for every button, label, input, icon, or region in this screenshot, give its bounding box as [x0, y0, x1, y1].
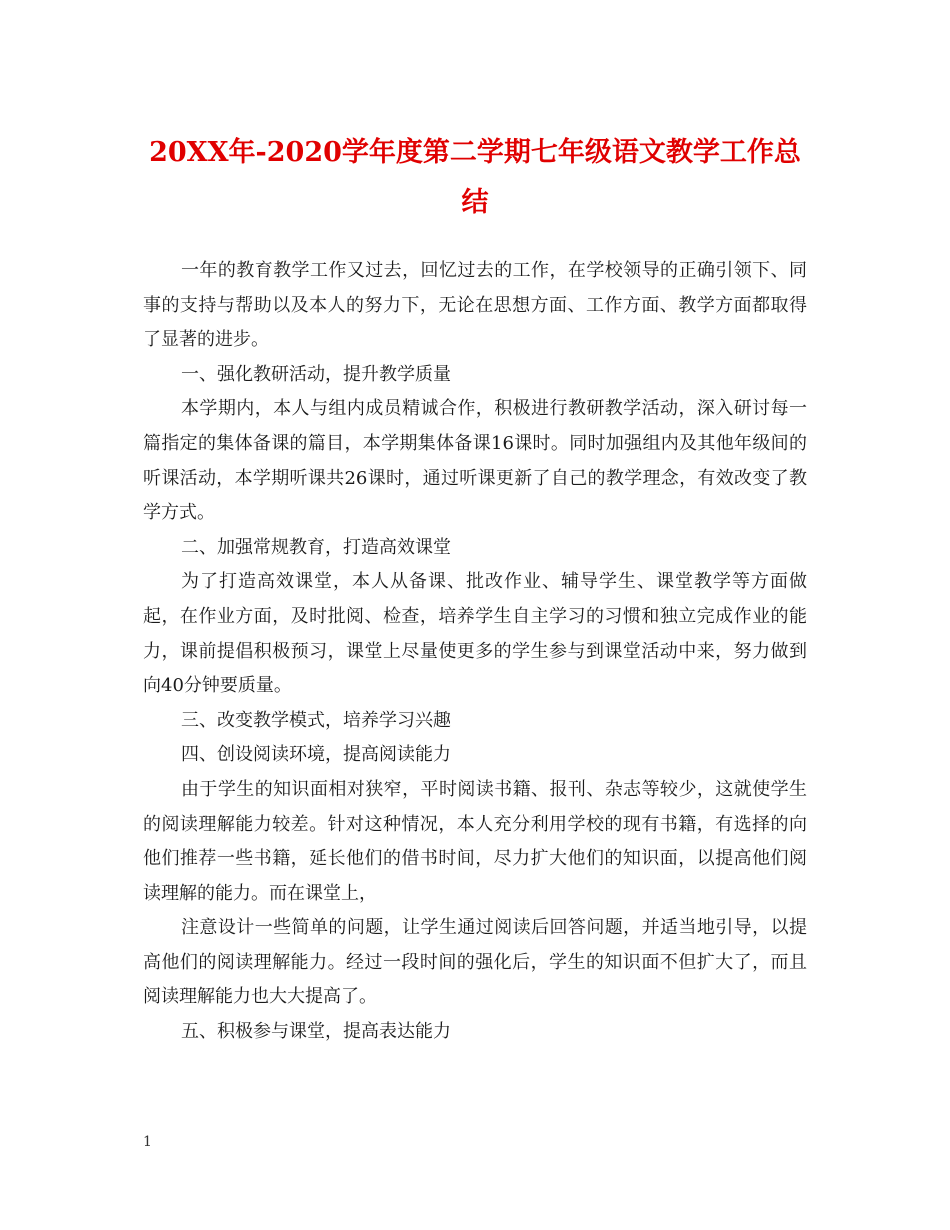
- section-heading-5: 五、积极参与课堂，提高表达能力: [181, 1021, 451, 1043]
- section-heading-3: 三、改变教学模式，培养学习兴趣: [181, 709, 451, 731]
- section-heading-2: 二、加强常规教育，打造高效课堂: [181, 536, 451, 558]
- paragraph-section-4b: 注意设计一些简单的问题，让学生通过阅读后回答问题，并适当地引导，以提高他们的阅读理解能力。经过一段时间的强化后，学生的知识面不但扩大了，而且阅读理解能力也大大提高了。: [143, 917, 807, 1008]
- document-title: 20XX年-2020学年度第二学期七年级语文教学工作总结: [149, 137, 801, 218]
- paragraph-section-4a: 由于学生的知识面相对狭窄，平时阅读书籍、报刊、杂志等较少，这就使学生的阅读理解能力较差。针对这种情况，本人充分利用学校的现有书籍，有选择的向他们推荐一些书籍，延长他们的借书时间，尽力扩大他们的知识面，以提高他们阅读理解的能力。而在课堂上，: [143, 778, 807, 904]
- paragraph-intro: 一年的教育教学工作又过去，回忆过去的工作，在学校领导的正确引领下、同事的支持与帮助以及本人的努力下，无论在思想方面、工作方面、教学方面都取得了显著的进步。: [143, 260, 807, 351]
- paragraph-section-2: 为了打造高效课堂，本人从备课、批改作业、辅导学生、课堂教学等方面做起，在作业方面，及时批阅、检查，培养学生自主学习的习惯和独立完成作业的能力，课前提倡积极预习，课堂上尽量使更多的学生参与到课堂活动中来，努力做到向40分钟要质量。: [143, 571, 807, 697]
- section-heading-1: 一、强化教研活动，提升教学质量: [181, 363, 451, 385]
- paragraph-section-1: 本学期内，本人与组内成员精诚合作，积极进行教研教学活动，深入研讨每一篇指定的集体备课的篇目，本学期集体备课16课时。同时加强组内及其他年级间的听课活动，本学期听课共26课时，通过听课更新了自己的教学理念，有效改变了教学方式。: [143, 398, 807, 524]
- section-heading-4: 四、创设阅读环境，提高阅读能力: [181, 744, 451, 766]
- page-number: 1: [143, 1134, 152, 1150]
- document-body: [143, 254, 807, 1050]
